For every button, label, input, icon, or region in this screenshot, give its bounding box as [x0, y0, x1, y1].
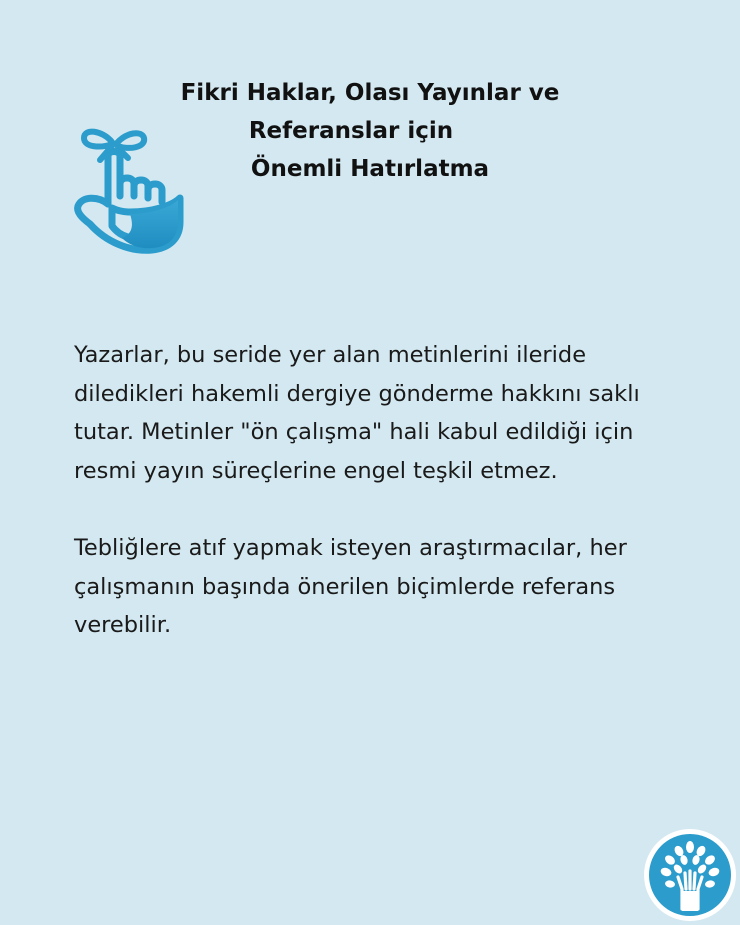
title-line-2: Referanslar için — [248, 118, 454, 144]
title-line-3: Önemli Hatırlatma — [250, 156, 490, 182]
paragraph-rights: Yazarlar, bu seride yer alan metinlerini ileride diledikleri hakemli dergiye gönderme hakkını saklı tutar. Metinler "ön çalışma" hali kabul edildiği için resmi yayın süreçlerine engel teşkil etmez. — [74, 342, 640, 484]
title-line-1: Fikri Haklar, Olası Yayınlar ve — [180, 80, 560, 106]
page-title — [140, 74, 600, 188]
tree-hand-logo-icon — [642, 827, 738, 923]
body-text — [74, 336, 694, 684]
paragraph-citation: Tebliğlere atıf yapmak isteyen araştırmacılar, her çalışmanın başında önerilen biçimlerde referans verebilir. — [74, 535, 627, 638]
finger-ribbon-icon — [72, 126, 184, 254]
